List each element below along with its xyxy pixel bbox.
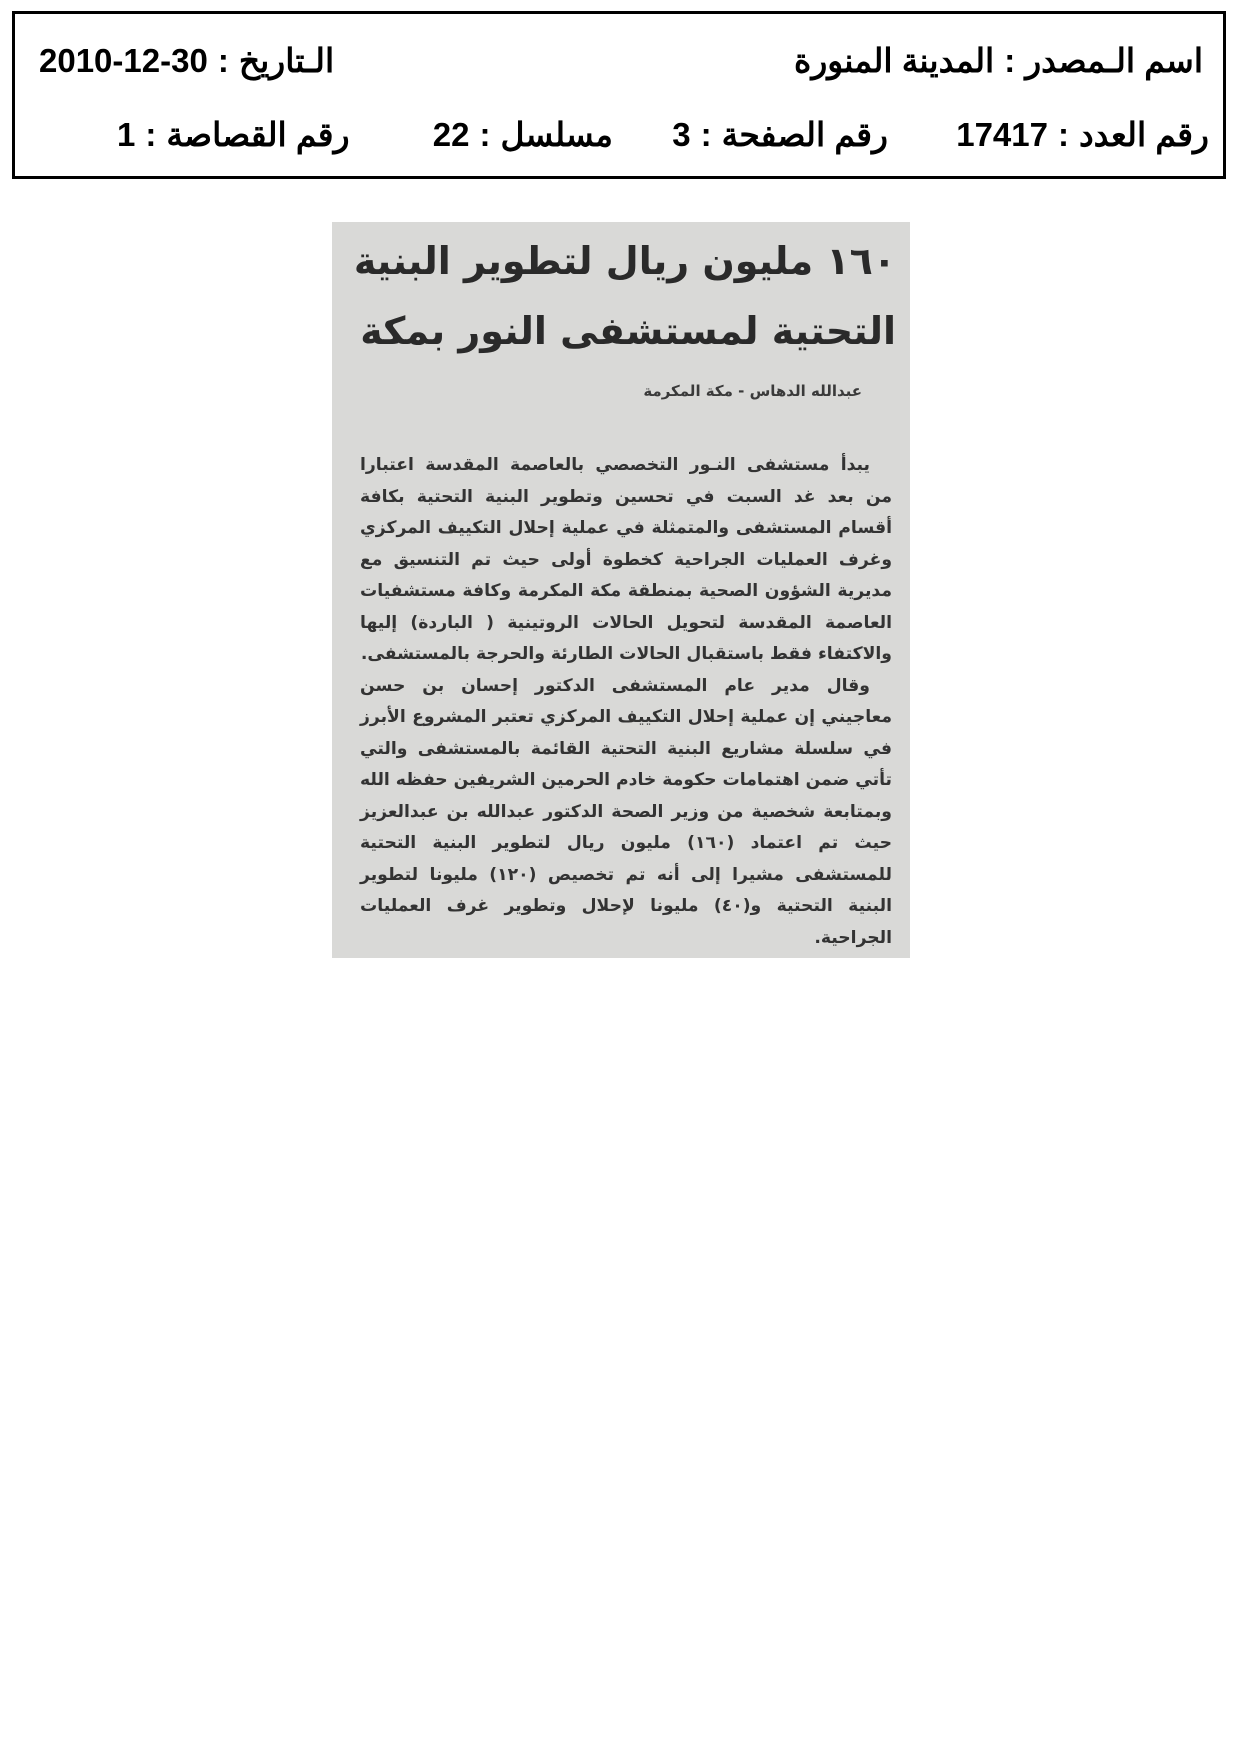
separator: : xyxy=(145,116,157,153)
page-label: رقم الصفحة xyxy=(721,116,888,153)
issue-label: رقم العدد xyxy=(1078,116,1209,153)
clipping-value: 1 xyxy=(117,116,136,153)
source-value: المدينة المنورة xyxy=(794,42,995,79)
separator: : xyxy=(479,116,491,153)
source-label: اسم الـمصدر xyxy=(1025,42,1203,79)
paragraph: وقال مدير عام المستشفى الدكتور إحسان بن حسن معاجيني إن عملية إحلال التكييف المركزي تعتبر المشروع الأبرز في سلسلة مشاريع البنية التحتية القائمة بالمستشفى والتي تأتي ضمن اهتمامات حكومة خادم الحرمين الشريفين حفظه الله وبمتابعة شخصية من وزير الصحة الدكتور عبدالله بن عبدالعزيز حيث تم اعتماد (١٦٠) مليون ريال لتطوير البنية التحتية للمستشفى مشيرا إلى أنه تم تخصيص (١٢٠) مليونا لتطوير البنية التحتية و(٤٠) مليونا لإحلال وتطوير غرف العمليات الجراحية. xyxy=(360,675,893,948)
date-field xyxy=(39,41,334,81)
clipping-number-field xyxy=(117,115,350,155)
headline-line-2: التحتية لمستشفى النور بمكة xyxy=(360,309,896,353)
clipping-label: رقم القصاصة xyxy=(166,116,350,153)
headline-line-1: ١٦٠ مليون ريال لتطوير البنية xyxy=(353,239,896,283)
serial-field xyxy=(433,115,613,155)
serial-label: مسلسل xyxy=(500,116,613,153)
date-value: 2010-12-30 xyxy=(39,42,208,79)
page-value: 3 xyxy=(672,116,691,153)
separator: : xyxy=(700,116,712,153)
byline: عبدالله الدهاس - مكة المكرمة xyxy=(643,382,862,400)
issue-field xyxy=(956,115,1209,155)
issue-value: 17417 xyxy=(956,116,1048,153)
serial-value: 22 xyxy=(432,116,470,153)
article-body xyxy=(360,450,892,954)
source-field xyxy=(794,41,1203,81)
paragraph: يبدأ مستشفى النـور التخصصي بالعاصمة المقدسة اعتبارا من بعد غد السبت في تحسين وتطوير البنية التحتية بكافة أقسام المستشفى والمتمثلة في عملية إحلال التكييف المركزي وغرف العمليات الجراحية كخطوة أولى حيث تم التنسيق مع مديرية الشؤون الصحية بمنطقة مكة المكرمة وكافة مستشفيات العاصمة المقدسة لتحويل الحالات الروتينية ( الباردة) إليها والاكتفاء فقط باستقبال الحالات الطارئة والحرجة بالمستشفى. xyxy=(360,455,892,664)
page-field xyxy=(672,115,888,155)
separator: : xyxy=(1004,42,1016,79)
newspaper-clipping xyxy=(332,222,910,958)
separator: : xyxy=(217,42,229,79)
separator: : xyxy=(1057,116,1069,153)
date-label: الـتاريخ xyxy=(238,42,335,79)
clipping-metadata-box xyxy=(12,11,1226,179)
